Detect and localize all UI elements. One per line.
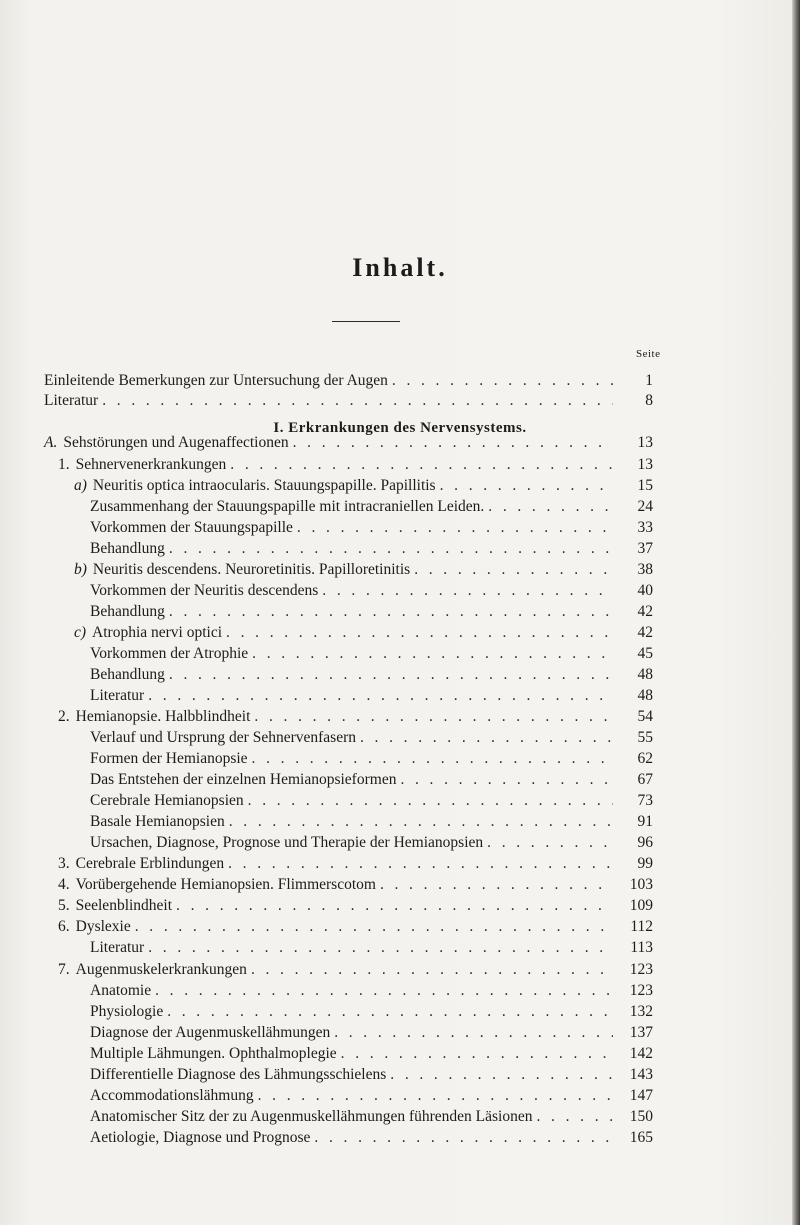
toc-page-number: 109	[629, 897, 653, 914]
toc-page-number: 137	[629, 1024, 653, 1041]
toc-entry	[74, 560, 617, 580]
toc-page-number: 112	[630, 918, 653, 935]
toc-page-number: 73	[637, 792, 653, 809]
toc-entry	[58, 917, 617, 937]
toc-page-number: 33	[637, 519, 653, 536]
toc-entry-number: 6.	[58, 918, 70, 935]
toc-page-number: 142	[629, 1045, 653, 1062]
toc-entry	[90, 644, 617, 664]
toc-entry-number: 3.	[58, 855, 70, 872]
toc-entry-title: Zusammenhang der Stauungspapille mit intracraniellen Leiden.	[90, 498, 485, 515]
toc-entry-title: Vorkommen der Neuritis descendens	[90, 582, 319, 599]
leader-dots	[226, 623, 613, 643]
toc-entry	[74, 623, 617, 643]
toc-page-number: 13	[637, 434, 653, 451]
toc-entry-title: Das Entstehen der einzelnen Hemianopsieformen	[90, 771, 397, 788]
toc-entry	[90, 749, 617, 769]
toc-page-number: 13	[637, 456, 653, 473]
leader-dots	[390, 1065, 613, 1085]
title-rule	[332, 321, 400, 322]
toc-entry	[44, 391, 617, 411]
toc-page-number: 24	[637, 498, 653, 515]
leader-dots	[169, 539, 613, 559]
toc-entry	[90, 1065, 617, 1085]
toc-entry-title: Behandlung	[90, 540, 165, 557]
toc-entry	[58, 854, 617, 874]
leader-dots	[293, 433, 613, 453]
leader-dots	[334, 1023, 613, 1043]
leader-dots	[488, 497, 613, 517]
toc-page-number: 42	[637, 603, 653, 620]
toc-entry-title: Einleitende Bemerkungen zur Untersuchung der Augen	[44, 372, 388, 389]
toc-entry-number: 4.	[58, 876, 70, 893]
toc-page-number: 1	[645, 372, 653, 389]
toc-page-number: 45	[637, 645, 653, 662]
toc-entry-number: b)	[74, 561, 87, 578]
leader-dots	[135, 917, 613, 937]
leader-dots	[400, 770, 613, 790]
toc-page-number: 54	[637, 708, 653, 725]
toc-entry	[90, 981, 617, 1001]
toc-entry-title: Verlauf und Ursprung der Sehnervenfasern	[90, 729, 356, 746]
toc-entry-title: Atrophia nervi optici	[92, 624, 223, 641]
leader-dots	[252, 749, 613, 769]
toc-entry-title: Dyslexie	[75, 918, 131, 935]
toc-entry	[74, 476, 617, 496]
toc-page-number: 103	[629, 876, 653, 893]
leader-dots	[248, 791, 613, 811]
leader-dots	[258, 1086, 613, 1106]
toc-entry-number: 1.	[58, 456, 70, 473]
toc-entry-title: Aetiologie, Diagnose und Prognose	[90, 1129, 311, 1146]
toc-page-number: 147	[629, 1087, 653, 1104]
toc-page-number: 165	[629, 1129, 653, 1146]
toc-entry-title: Augenmuskelerkrankungen	[75, 961, 247, 978]
leader-dots	[537, 1107, 614, 1127]
leader-dots	[341, 1044, 613, 1064]
toc-entry	[58, 875, 617, 895]
toc-entry-number: 2.	[58, 708, 70, 725]
toc-entry	[90, 1023, 617, 1043]
toc-page-number: 123	[629, 982, 653, 999]
toc-entry-title: Hemianopsie. Halbblindheit	[75, 708, 251, 725]
toc-page-number: 37	[637, 540, 653, 557]
toc-entry	[90, 833, 617, 853]
toc-entry-number: A.	[44, 434, 58, 451]
leader-dots	[392, 371, 613, 391]
leader-dots	[148, 686, 613, 706]
toc-page-number: 132	[629, 1003, 653, 1020]
toc-entry	[90, 665, 617, 685]
toc-page-number: 48	[637, 666, 653, 683]
toc-entry	[90, 1107, 617, 1127]
toc-entry-title: Anatomischer Sitz der zu Augenmuskellähmungen führenden Läsionen	[90, 1108, 533, 1125]
leader-dots	[254, 707, 613, 727]
toc-page-number: 48	[637, 687, 653, 704]
leader-dots	[414, 560, 613, 580]
toc-entry-title: Anatomie	[90, 982, 152, 999]
toc-entry-title: Ursachen, Diagnose, Prognose und Therapie der Hemianopsien	[90, 834, 484, 851]
leader-dots	[230, 455, 613, 475]
page-title: Inhalt.	[352, 253, 448, 282]
toc-entry	[90, 791, 617, 811]
toc-entry-title: Formen der Hemianopsie	[90, 750, 248, 767]
toc-entry	[58, 707, 617, 727]
toc-entry	[58, 896, 617, 916]
toc-page-number: 91	[637, 813, 653, 830]
toc-entry-title: Literatur	[90, 687, 145, 704]
toc-entry	[90, 581, 617, 601]
toc-entry	[90, 1086, 617, 1106]
leader-dots	[297, 518, 613, 538]
leader-dots	[487, 833, 613, 853]
toc-entry-title: Basale Hemianopsien	[90, 813, 225, 830]
toc-entry	[44, 371, 617, 391]
toc-entry	[90, 602, 617, 622]
toc-entry-title: Diagnose der Augenmuskellähmungen	[90, 1024, 331, 1041]
toc-entry-title: Neuritis descendens. Neuroretinitis. Papilloretinitis	[92, 561, 411, 578]
toc-entry	[90, 728, 617, 748]
toc-entry-title: Accommodationslähmung	[90, 1087, 254, 1104]
toc-page-number: 67	[637, 771, 653, 788]
toc-page-number: 8	[645, 392, 653, 409]
toc-page-number: 15	[637, 477, 653, 494]
toc-entry-title: Sehnervenerkrankungen	[75, 456, 227, 473]
page-column-label: Seite	[636, 348, 661, 360]
toc-entry	[90, 770, 617, 790]
toc-entry	[90, 1044, 617, 1064]
toc-entry-number: c)	[74, 624, 87, 641]
leader-dots	[102, 391, 613, 411]
toc-entry	[90, 539, 617, 559]
toc-entry	[90, 812, 617, 832]
leader-dots	[440, 476, 613, 496]
toc-page-number: 40	[637, 582, 653, 599]
toc-page-number: 123	[629, 961, 653, 978]
leader-dots	[380, 875, 613, 895]
toc-entry-title: Sehstörungen und Augenaffectionen	[63, 434, 289, 451]
toc-entry	[90, 1128, 617, 1148]
toc-entry-title: Behandlung	[90, 666, 165, 683]
toc-entry-title: Cerebrale Erblindungen	[75, 855, 225, 872]
leader-dots	[167, 1002, 613, 1022]
toc-page-number: 62	[637, 750, 653, 767]
toc-page-number: 150	[629, 1108, 653, 1125]
section-heading: I. Erkrankungen des Nervensystems.	[273, 420, 527, 436]
toc-entry-title: Vorkommen der Stauungspapille	[90, 519, 293, 536]
toc-entry-number: a)	[74, 477, 87, 494]
toc-entry-title: Vorübergehende Hemianopsien. Flimmerscotom	[75, 876, 376, 893]
toc-entry	[90, 1002, 617, 1022]
toc-entry	[90, 518, 617, 538]
toc-page-number: 96	[637, 834, 653, 851]
leader-dots	[228, 854, 613, 874]
toc-page-number: 42	[637, 624, 653, 641]
toc-entry-title: Literatur	[90, 939, 145, 956]
leader-dots	[252, 644, 613, 664]
toc-entry	[90, 497, 617, 517]
leader-dots	[251, 960, 613, 980]
toc-page-number: 55	[637, 729, 653, 746]
toc-page-number: 143	[629, 1066, 653, 1083]
toc-entry-title: Cerebrale Hemianopsien	[90, 792, 244, 809]
leader-dots	[169, 602, 613, 622]
leader-dots	[322, 581, 613, 601]
toc-page-number: 38	[637, 561, 653, 578]
leader-dots	[360, 728, 613, 748]
toc-entry-title: Behandlung	[90, 603, 165, 620]
toc-entry-title: Vorkommen der Atrophie	[90, 645, 249, 662]
toc-entry-title: Neuritis optica intraocularis. Stauungspapille. Papillitis	[92, 477, 436, 494]
leader-dots	[155, 981, 613, 1001]
toc-entry-number: 5.	[58, 897, 70, 914]
toc-entry-number: 7.	[58, 961, 70, 978]
leader-dots	[148, 938, 613, 958]
toc-entry-title: Differentielle Diagnose des Lähmungsschielens	[90, 1066, 387, 1083]
toc-entry-title: Multiple Lähmungen. Ophthalmoplegie	[90, 1045, 337, 1062]
toc-entry-title: Physiologie	[90, 1003, 164, 1020]
leader-dots	[169, 665, 613, 685]
leader-dots	[176, 896, 613, 916]
leader-dots	[229, 812, 613, 832]
toc-entry-title: Literatur	[44, 392, 99, 409]
toc-entry	[90, 686, 617, 706]
page-edge	[792, 0, 800, 1225]
toc-entry-title: Seelenblindheit	[75, 897, 173, 914]
toc-page-number: 113	[630, 939, 653, 956]
leader-dots	[314, 1128, 613, 1148]
toc-page-number: 99	[637, 855, 653, 872]
toc-entry	[58, 960, 617, 980]
toc-entry	[44, 433, 617, 453]
toc-entry	[90, 938, 617, 958]
toc-entry	[58, 455, 617, 475]
